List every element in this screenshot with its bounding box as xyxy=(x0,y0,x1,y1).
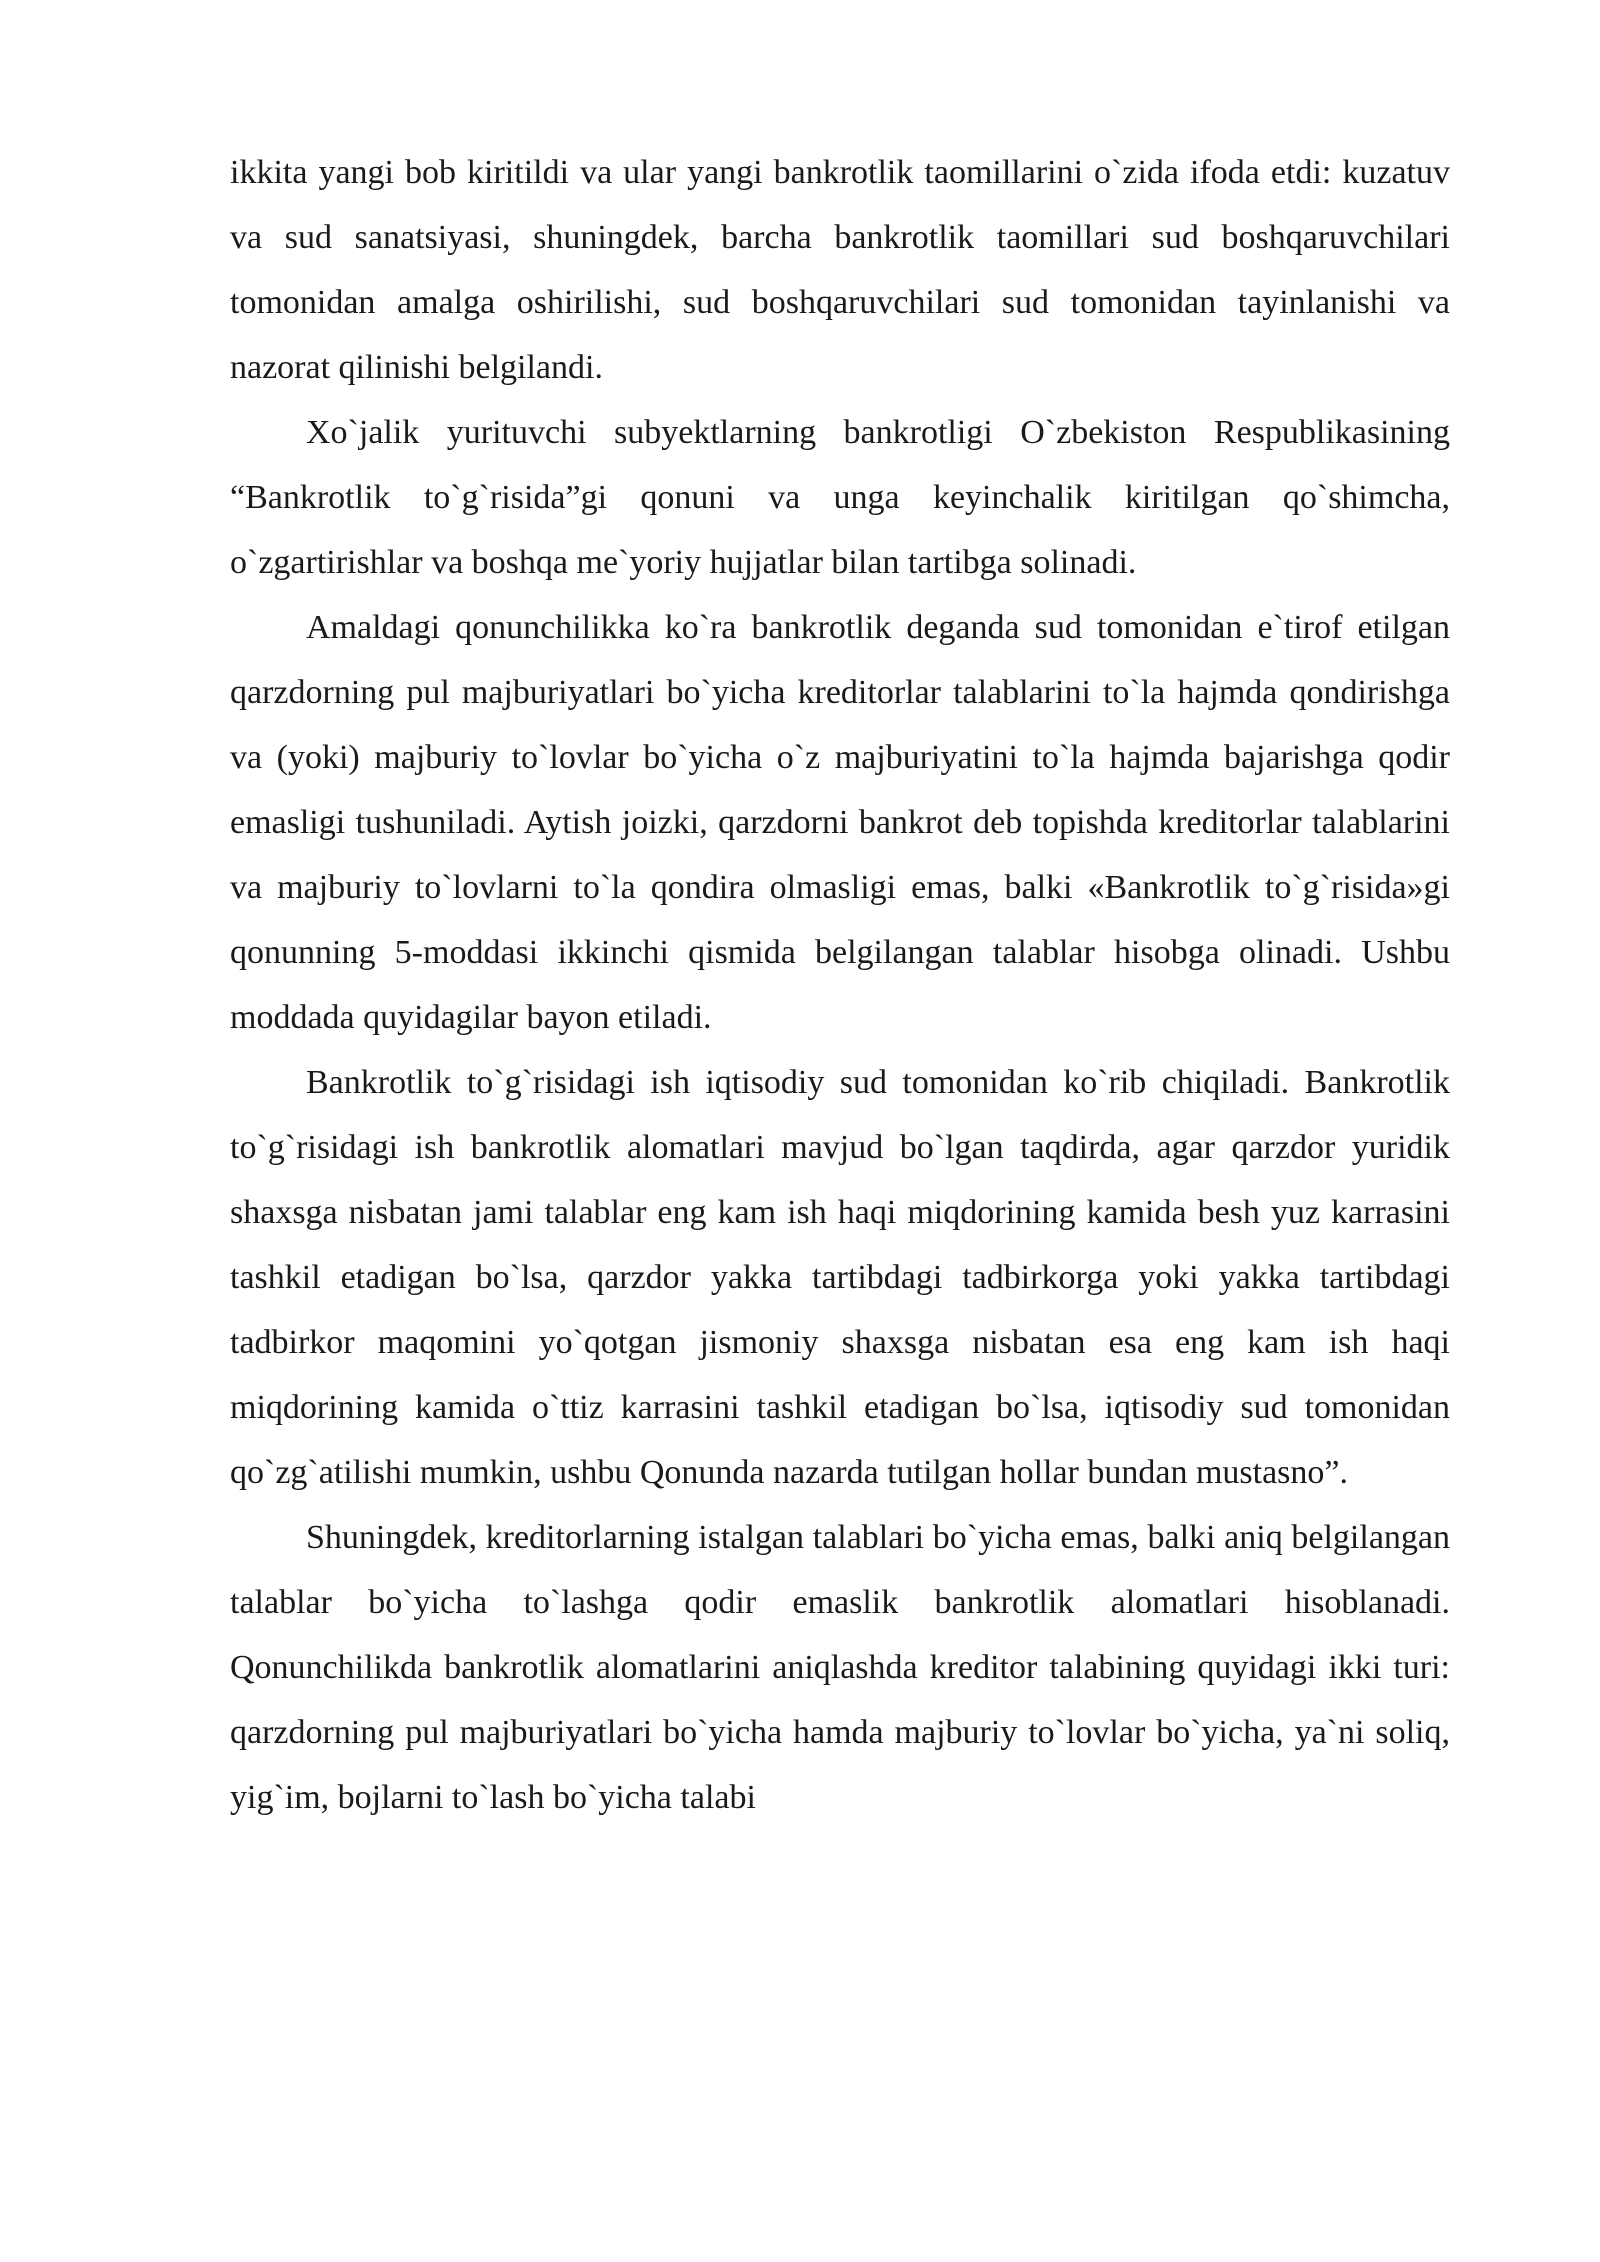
paragraph-legal-basis: Xo`jalik yurituvchi subyektlarning bankrotligi O`zbekiston Respublikasining “Bankrotlik to`g`risida”gi qonuni va unga keyinchalik kiritilgan qo`shimcha, o`zgartirishlar va boshqa me`yoriy hujjatlar bilan tartibga solinadi. xyxy=(230,414,1450,581)
paragraph-continued: ikkita yangi bob kiritildi va ular yangi bankrotlik taomillarini o`zida ifoda etdi: kuzatuv va sud sanatsiyasi, shuningdek, barcha bankrotlik taomillari sud boshqaruvchilari tomonidan amalga oshirilishi, sud boshqaruvchilari sud tomonidan tayinlanishi va nazorat qilinishi belgilandi. xyxy=(230,154,1450,386)
paragraph-bankruptcy-definition: Amaldagi qonunchilikka ko`ra bankrotlik deganda sud tomonidan e`tirof etilgan qarzdorning pul majburiyatlari bo`yicha kreditorlar talablarini to`la hajmda qondirishga va (yoki) majburiy to`lovlar bo`yicha o`z majburiyatini to`la hajmda bajarishga qodir emasligi tushuniladi. Aytish joizki, qarzdorni bankrot deb topishda kreditorlar talablarini va majburiy to`lovlarni to`la qondira olmasligi emas, balki «Bankrotlik to`g`risida»gi qonunning 5-moddasi ikkinchi qismida belgilangan talablar hisobga olinadi. Ushbu moddada quyidagilar bayon etiladi. xyxy=(230,609,1450,1036)
paragraph-court-procedure: Bankrotlik to`g`risidagi ish iqtisodiy sud tomonidan ko`rib chiqiladi. Bankrotlik to`g`risidagi ish bankrotlik alomatlari mavjud bo`lgan taqdirda, agar qarzdor yuridik shaxsga nisbatan jami talablar eng kam ish haqi miqdorining kamida besh yuz karrasini tashkil etadigan bo`lsa, qarzdor yakka tartibdagi tadbirkorga yoki yakka tartibdagi tadbirkor maqomini yo`qotgan jismoniy shaxsga nisbatan esa eng kam ish haqi miqdorining kamida o`ttiz karrasini tashkil etadigan bo`lsa, iqtisodiy sud tomonidan qo`zg`atilishi mumkin, ushbu Qonunda nazarda tutilgan hollar bundan mustasno”. xyxy=(230,1064,1450,1491)
document-body xyxy=(230,140,1450,1830)
paragraph-bankruptcy-signs: Shuningdek, kreditorlarning istalgan talablari bo`yicha emas, balki aniq belgilangan talablar bo`yicha to`lashga qodir emaslik bankrotlik alomatlari hisoblanadi. Qonunchilikda bankrotlik alomatlarini aniqlashda kreditor talabining quyidagi ikki turi: qarzdorning pul majburiyatlari bo`yicha hamda majburiy to`lovlar bo`yicha, ya`ni soliq, yig`im, bojlarni to`lash bo`yicha talabi xyxy=(230,1519,1450,1816)
